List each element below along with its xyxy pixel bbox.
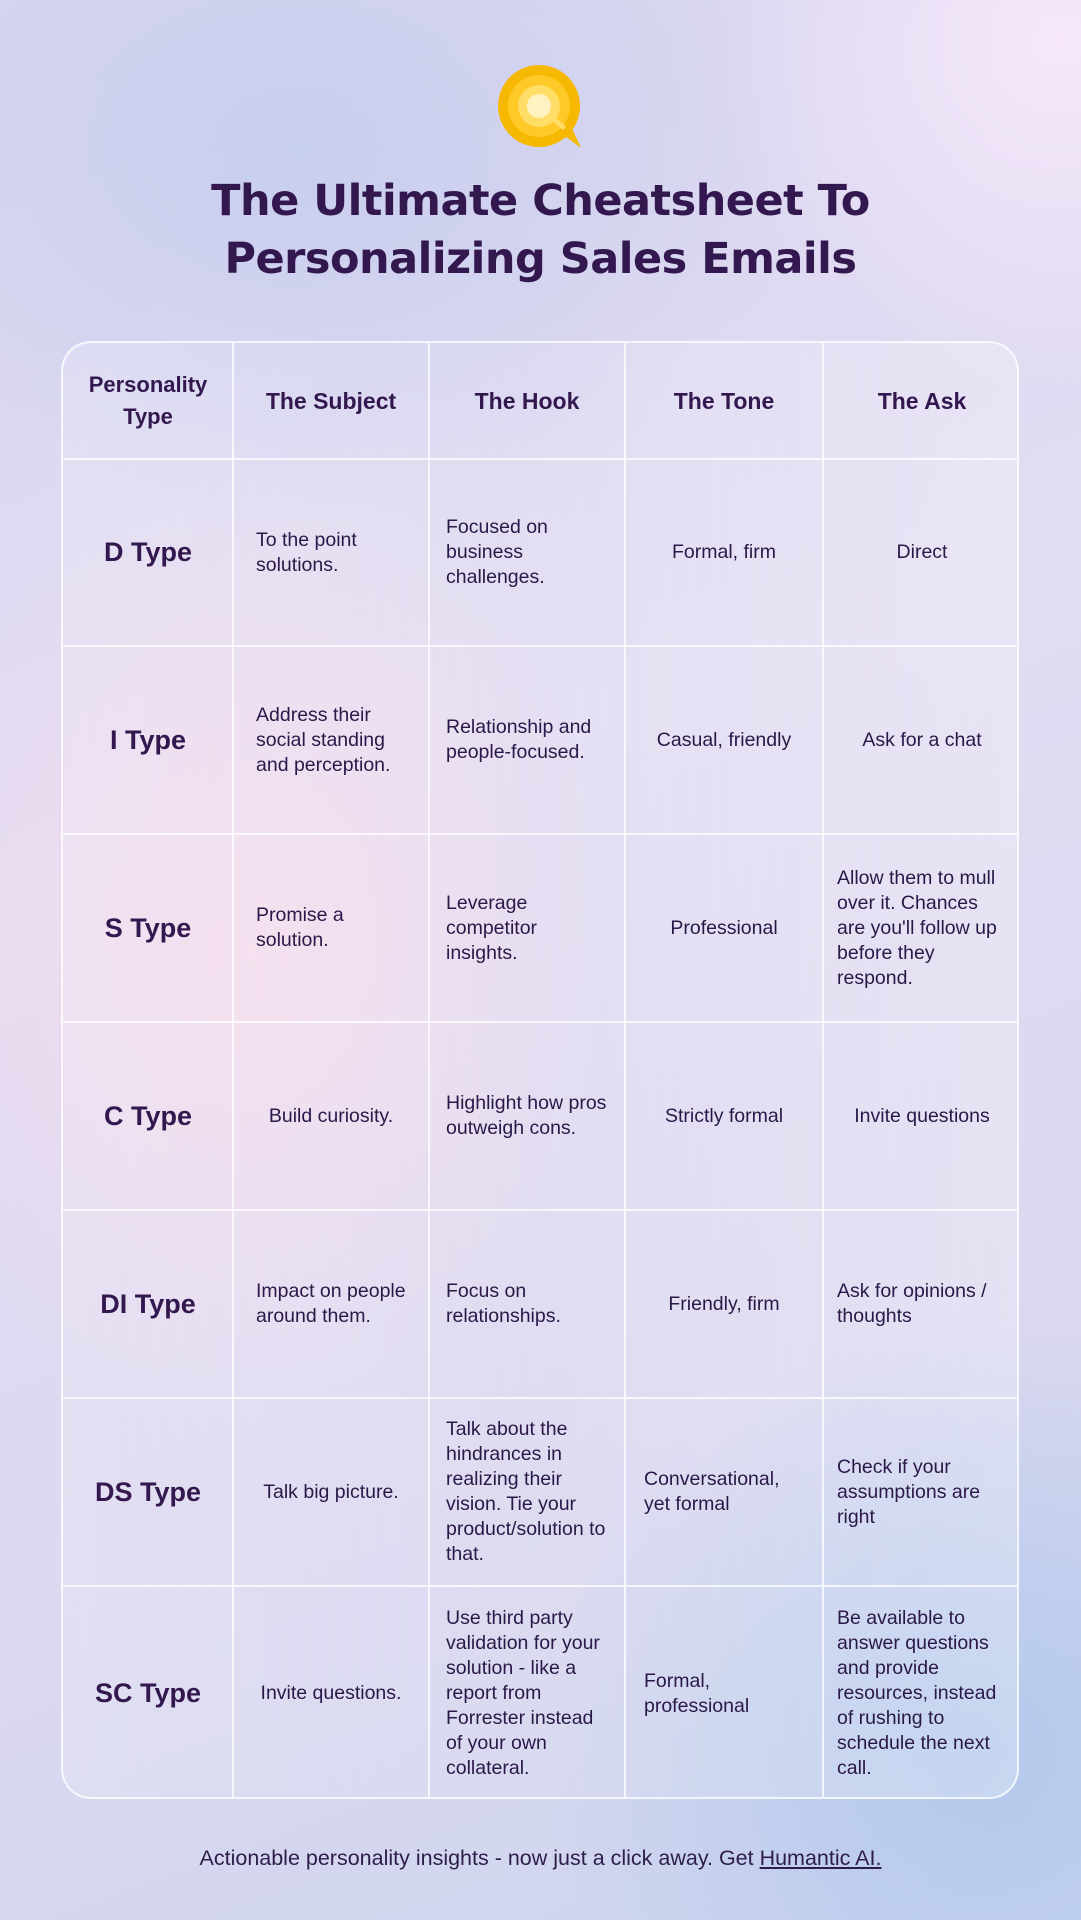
cheatsheet-table bbox=[61, 341, 1019, 1799]
table-cell-hook-text: Focus on relationships. bbox=[446, 1280, 561, 1327]
table-cell-subject-text: Talk big picture. bbox=[263, 1480, 399, 1503]
row-type-label bbox=[63, 1022, 233, 1210]
table-cell-subject bbox=[233, 834, 429, 1022]
row-type-label-text: I Type bbox=[109, 724, 187, 755]
row-type-label bbox=[63, 1210, 233, 1398]
table-cell-ask-text: Allow them to mull over it. Chances are you'll follow up before they respond. bbox=[837, 866, 997, 989]
table-cell-subject bbox=[233, 1210, 429, 1398]
table-cell-tone bbox=[625, 1022, 823, 1210]
header-tone bbox=[625, 343, 823, 459]
table-cell-tone-text: Formal, professional bbox=[644, 1669, 750, 1717]
row-type-label bbox=[63, 1586, 233, 1799]
table-cell-hook bbox=[429, 1398, 625, 1586]
footer-text: Actionable personality insights - now just a click away. Get bbox=[199, 1846, 760, 1870]
table-cell-subject bbox=[233, 1022, 429, 1210]
table-cell-tone bbox=[625, 1586, 823, 1799]
table-cell-ask-text: Check if your assumptions are right bbox=[837, 1455, 981, 1528]
table-cell-tone-text: Formal, firm bbox=[672, 541, 776, 563]
table-cell-ask bbox=[823, 459, 1019, 646]
row-type-label bbox=[63, 646, 233, 834]
table-cell-hook bbox=[429, 1022, 625, 1210]
row-type-label-text: S Type bbox=[104, 912, 192, 943]
table-cell-ask bbox=[823, 1022, 1019, 1210]
table-cell-subject bbox=[233, 1586, 429, 1799]
table-cell-subject bbox=[233, 646, 429, 834]
table-cell-tone-text: Friendly, firm bbox=[668, 1292, 780, 1315]
table-cell-tone bbox=[625, 1398, 823, 1586]
table-cell-tone-text: Professional bbox=[670, 916, 778, 939]
table-cell-ask-text: Be available to answer questions and provide resources, instead of rushing to schedule the next call. bbox=[837, 1607, 997, 1779]
table-cell-tone-text: Strictly formal bbox=[664, 1104, 784, 1127]
header-hook bbox=[429, 343, 625, 459]
table-cell-hook-text: Highlight how pros outweigh cons. bbox=[446, 1092, 607, 1139]
row-type-label-text: C Type bbox=[103, 1100, 192, 1131]
header-ask-text: The Ask bbox=[877, 388, 967, 414]
header-subject-text: The Subject bbox=[265, 388, 397, 414]
header-hook-text: The Hook bbox=[474, 388, 580, 414]
row-type-label-text: DS Type bbox=[94, 1476, 202, 1507]
page-title bbox=[0, 172, 1081, 288]
row-type-label-text: DI Type bbox=[100, 1288, 196, 1319]
table-cell-hook-text: Leverage competitor insights. bbox=[446, 891, 538, 964]
header-personality-type-text: Personality Type bbox=[88, 372, 208, 429]
header-ask bbox=[823, 343, 1019, 459]
table-cell-subject-text: Impact on people around them. bbox=[256, 1280, 406, 1327]
table-cell-ask bbox=[823, 646, 1019, 834]
row-type-label bbox=[63, 834, 233, 1022]
table-cell-subject-text: Promise a solution. bbox=[256, 904, 344, 951]
table-cell-ask-text: Ask for opinions / thoughts bbox=[837, 1280, 987, 1327]
table-cell-tone bbox=[625, 459, 823, 646]
row-type-label bbox=[63, 459, 233, 646]
table-cell-hook-text: Talk about the hindrances in realizing their vision. Tie your product/solution to that. bbox=[446, 1418, 606, 1565]
table-cell-subject bbox=[233, 1398, 429, 1586]
humantic-logo-icon bbox=[497, 64, 583, 150]
table-cell-hook-text: Relationship and people-focused. bbox=[446, 716, 592, 763]
row-type-label-text: D Type bbox=[103, 537, 192, 567]
table-cell-ask bbox=[823, 1210, 1019, 1398]
table-cell-hook bbox=[429, 1210, 625, 1398]
table-cell-tone-text: Conversational, yet formal bbox=[644, 1468, 780, 1515]
table-cell-hook bbox=[429, 834, 625, 1022]
title-line-1: The Ultimate Cheatsheet To bbox=[211, 176, 870, 226]
table-cell-tone bbox=[625, 1210, 823, 1398]
table-cell-subject bbox=[233, 459, 429, 646]
table-cell-hook-text: Use third party validation for your solution - like a report from Forrester instead of your own collateral. bbox=[446, 1607, 600, 1779]
row-type-label-text: SC Type bbox=[94, 1678, 202, 1708]
table-cell-ask bbox=[823, 834, 1019, 1022]
table-cell-ask bbox=[823, 1586, 1019, 1799]
table-cell-ask-text: Invite questions bbox=[854, 1104, 990, 1127]
table-cell-hook bbox=[429, 459, 625, 646]
table-cell-ask-text: Ask for a chat bbox=[862, 728, 982, 751]
table-cell-ask-text: Direct bbox=[896, 541, 948, 563]
table-cell-tone bbox=[625, 646, 823, 834]
footer bbox=[0, 1846, 1081, 1871]
header-subject bbox=[233, 343, 429, 459]
table-cell-subject-text: Build curiosity. bbox=[268, 1104, 394, 1127]
table-cell-tone-text: Casual, friendly bbox=[656, 728, 792, 751]
table-cell-hook-text: Focused on business challenges. bbox=[446, 516, 548, 588]
table-cell-subject-text: To the point solutions. bbox=[256, 528, 357, 576]
table-cell-hook bbox=[429, 1586, 625, 1799]
header-tone-text: The Tone bbox=[673, 388, 775, 414]
row-type-label bbox=[63, 1398, 233, 1586]
header-personality-type bbox=[63, 343, 233, 459]
table-cell-subject-text: Address their social standing and perception. bbox=[256, 703, 391, 776]
table-cell-subject-text: Invite questions. bbox=[260, 1682, 402, 1704]
humantic-link[interactable]: Humantic AI. bbox=[759, 1846, 882, 1870]
table-cell-hook bbox=[429, 646, 625, 834]
title-line-2: Personalizing Sales Emails bbox=[224, 234, 857, 284]
table-cell-ask bbox=[823, 1398, 1019, 1586]
table-cell-tone bbox=[625, 834, 823, 1022]
